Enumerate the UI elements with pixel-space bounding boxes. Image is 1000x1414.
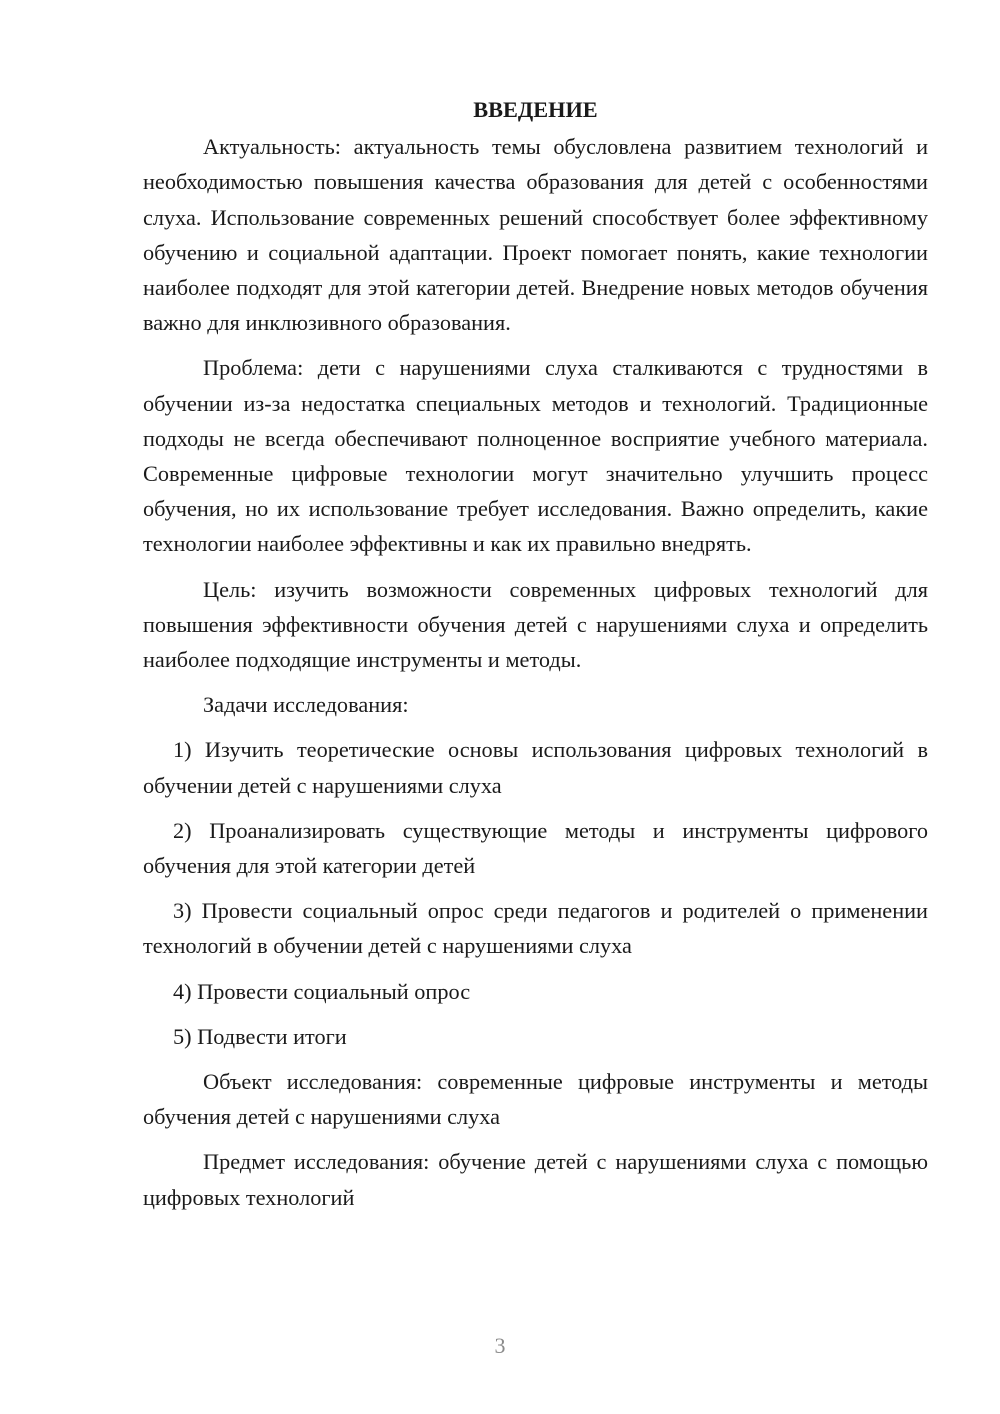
task-item-3: 3) Провести социальный опрос среди педагогов и родителей о применении технологий в обучении детей с нарушениями слуха: [143, 898, 928, 959]
paragraph-tasks-title: Задачи исследования:: [203, 692, 409, 718]
task-item-2: 2) Проанализировать существующие методы и инструменты цифрового обучения для этой категории детей: [143, 817, 928, 879]
paragraph-relevance: Актуальность: актуальность темы обусловлена развитием технологий и необходимостью повышения качества образования для детей с особенностями слуха. Использование современных решений способствует более эффективному обучению и социальной адаптации. Проект помогает понять, какие технологии наиболее подходят для этой категории детей. Внедрение новых методов обучения важно для инклюзивного образования.: [143, 134, 928, 336]
page-number: 3: [494, 1333, 506, 1358]
paragraph-goal: Цель: изучить возможности современных цифровых технологий для повышения эффективности обучения детей с нарушениями слуха и определить наиболее подходящие инструменты и методы.: [143, 576, 928, 673]
section-heading: ВВЕДЕНИЕ: [473, 97, 598, 122]
paragraph-subject: Предмет исследования: обучение детей с нарушениями слуха с помощью цифровых технологий: [143, 1149, 928, 1210]
task-item-1: 1) Изучить теоретические основы использования цифровых технологий в обучении детей с нарушениями слуха: [143, 737, 928, 798]
task-item-4: 4) Провести социальный опрос: [173, 978, 471, 1004]
task-item-5: 5) Подвести итоги: [173, 1023, 347, 1049]
paragraph-problem: Проблема: дети с нарушениями слуха сталкиваются с трудностями в обучении из-за недостатка специальных методов и технологий. Традиционные подходы не всегда обеспечивают полноценное восприятие учебного материала. Современные цифровые технологии могут значительно улучшить процесс обучения, но их использование требует исследования. Важно определить, какие технологии наиболее эффективны и как их правильно внедрять.: [143, 355, 928, 557]
paragraph-object: Объект исследования: современные цифровые инструменты и методы обучения детей с нарушениями слуха: [143, 1069, 928, 1130]
document-page: [143, 92, 928, 1225]
